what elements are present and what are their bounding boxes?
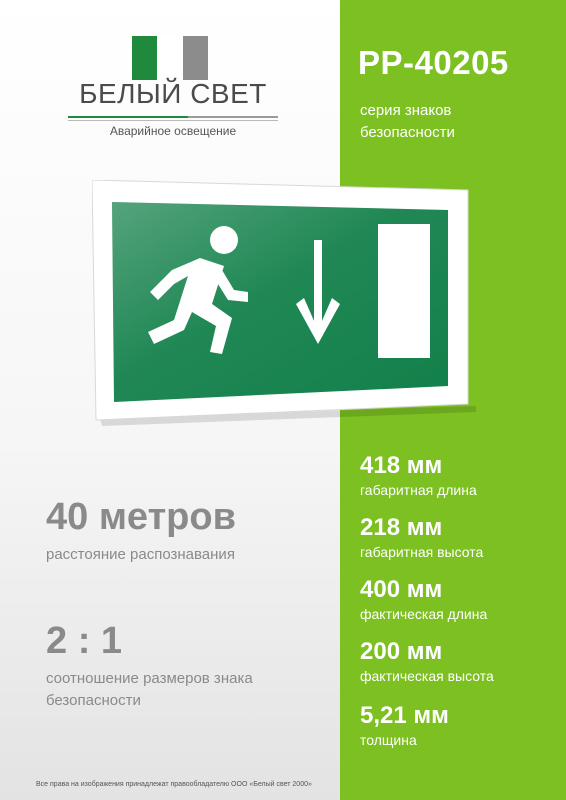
logo-color-bars [132,36,208,80]
logo-bar-gray [183,36,208,80]
spec-value: 400 мм [360,576,443,603]
exit-sign-image [92,180,476,428]
spec-actual-height [360,638,560,686]
logo-subtitle: Аварийное освещение [109,124,237,138]
aspect-ratio-value: 2 : 1 [46,620,123,662]
brand-logo [62,36,284,146]
recognition-distance-label: расстояние распознавания [46,546,235,563]
logo-bar-green [132,36,157,80]
spec-value: 200 мм [360,638,443,665]
spec-overall-length [360,452,560,500]
spec-label: фактическая высота [360,668,494,684]
spec-actual-length [360,576,560,624]
spec-value: 418 мм [360,452,443,479]
aspect-ratio-label: соотношение размеров знака безопасности [46,670,253,709]
spec-value: 218 мм [360,514,443,541]
logo-underline [68,116,278,122]
logo-bar-white [157,36,182,80]
spec-thickness [360,702,560,750]
spec-label: габаритная длина [360,482,477,498]
product-series: серия знаков безопасности [360,102,455,141]
spec-label: толщина [360,732,417,748]
product-model: РР-40205 [358,44,509,81]
logo-title: БЕЛЫЙ СВЕТ [79,78,267,109]
spec-value: 5,21 мм [360,702,449,729]
recognition-distance-value: 40 метров [46,496,236,538]
spec-overall-height [360,514,560,562]
spec-label: габаритная высота [360,544,484,560]
copyright-notice: Все права на изображения принадлежат правообладателю ООО «Белый свет 2000» [36,781,312,788]
spec-label: фактическая длина [360,606,488,622]
